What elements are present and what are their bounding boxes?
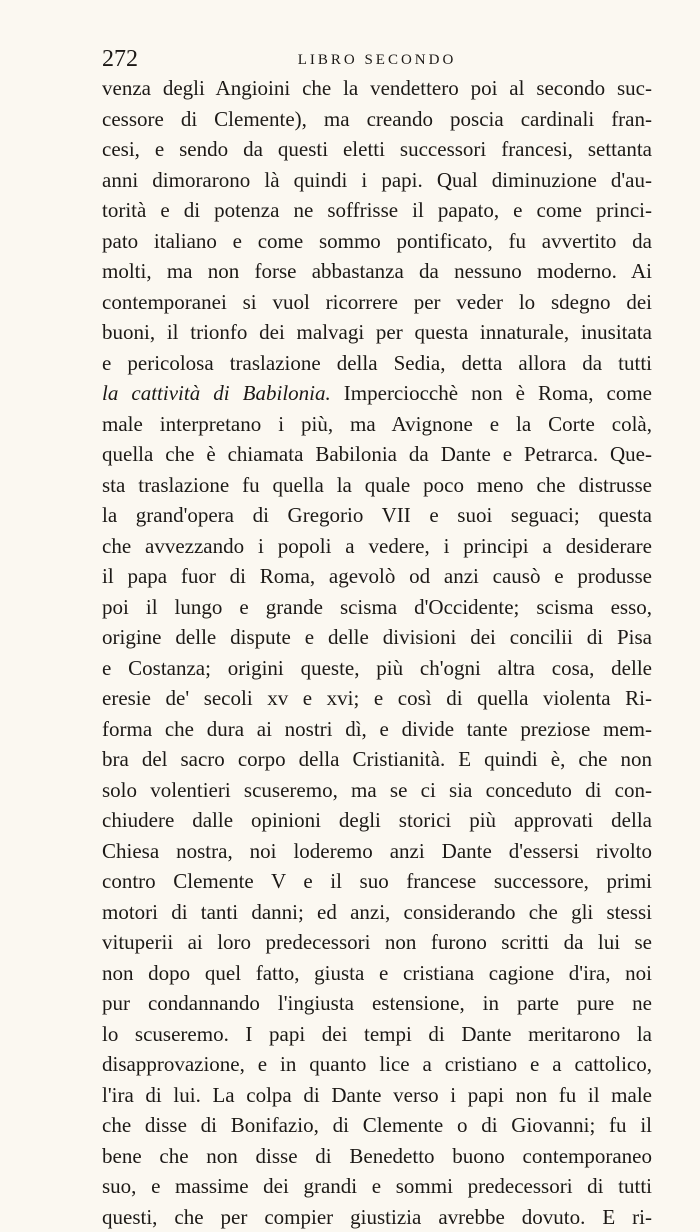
text-line: Chiesa nostra, noi loderemo anzi Dante d'essersi rivolto: [102, 836, 652, 867]
text-line: pato italiano e come sommo pontificato, fu avvertito da: [102, 226, 652, 257]
text-line: che avvezzando i popoli a vedere, i principi a desiderare: [102, 531, 652, 562]
text-line: solo volentieri scuseremo, ma se ci sia conceduto di con-: [102, 775, 652, 806]
text-line: questi, che per compier giustizia avrebbe dovuto. E ri-: [102, 1202, 652, 1232]
text-line: disapprovazione, e in quanto lice a cristiano e a cattolico,: [102, 1049, 652, 1080]
text-line: suo, e massime dei grandi e sommi predecessori di tutti: [102, 1171, 652, 1202]
text-line: chiudere dalle opinioni degli storici più approvati della: [102, 805, 652, 836]
text-line: lo scuseremo. I papi dei tempi di Dante meritarono la: [102, 1019, 652, 1050]
text-line: pur condannando l'ingiusta estensione, in parte pure ne: [102, 988, 652, 1019]
page-number: 272: [102, 44, 138, 74]
running-head: LIBRO SECONDO: [102, 46, 652, 74]
text-line: vituperii ai loro predecessori non furono scritti da lui se: [102, 927, 652, 958]
text-line: e Costanza; origini queste, più ch'ogni altra cosa, delle: [102, 653, 652, 684]
text-line: male interpretano i più, ma Avignone e la Corte colà,: [102, 409, 652, 440]
text-line: sta traslazione fu quella la quale poco meno che distrusse: [102, 470, 652, 501]
text-line: bene che non disse di Benedetto buono contemporaneo: [102, 1141, 652, 1172]
text-line: l'ira di lui. La colpa di Dante verso i papi non fu il male: [102, 1080, 652, 1111]
text-line: contemporanei si vuol ricorrere per veder lo sdegno dei: [102, 287, 652, 318]
text-line: poi il lungo e grande scisma d'Occidente; scisma esso,: [102, 592, 652, 623]
text-line: forma che dura ai nostri dì, e divide tante preziose mem-: [102, 714, 652, 745]
text-line: torità e di potenza ne soffrisse il papato, e come princi-: [102, 195, 652, 226]
text-line: che disse di Bonifazio, di Clemente o di Giovanni; fu il: [102, 1110, 652, 1141]
text-line: e pericolosa traslazione della Sedia, detta allora da tutti: [102, 348, 652, 379]
italic-phrase: la cattività di Babilonia.: [102, 381, 331, 405]
text-line: eresie de' secoli xv e xvi; e così di quella violenta Ri-: [102, 683, 652, 714]
text-line: quella che è chiamata Babilonia da Dante e Petrarca. Que-: [102, 439, 652, 470]
text-line: contro Clemente V e il suo francese successore, primi: [102, 866, 652, 897]
line-remainder: Imperciocchè non è Roma, come: [331, 381, 652, 405]
text-line: la grand'opera di Gregorio VII e suoi seguaci; questa: [102, 500, 652, 531]
text-line-mixed: [102, 378, 652, 409]
text-line: bra del sacro corpo della Cristianità. E quindi è, che non: [102, 744, 652, 775]
text-line: il papa fuor di Roma, agevolò od anzi causò e produsse: [102, 561, 652, 592]
text-line: origine delle dispute e delle divisioni dei concilii di Pisa: [102, 622, 652, 653]
text-line: cessore di Clemente), ma creando poscia cardinali fran-: [102, 104, 652, 135]
text-line: buoni, il trionfo dei malvagi per questa innaturale, inusitata: [102, 317, 652, 348]
text-line: non dopo quel fatto, giusta e cristiana cagione d'ira, noi: [102, 958, 652, 989]
text-line: motori di tanti danni; ed anzi, considerando che gli stessi: [102, 897, 652, 928]
body-text: [102, 73, 652, 1232]
text-line: molti, ma non forse abbastanza da nessuno moderno. Ai: [102, 256, 652, 287]
page-header: [102, 44, 652, 74]
text-line: anni dimorarono là quindi i papi. Qual diminuzione d'au-: [102, 165, 652, 196]
text-line: cesi, e sendo da questi eletti successori francesi, settanta: [102, 134, 652, 165]
text-line: venza degli Angioini che la vendettero poi al secondo suc-: [102, 73, 652, 104]
